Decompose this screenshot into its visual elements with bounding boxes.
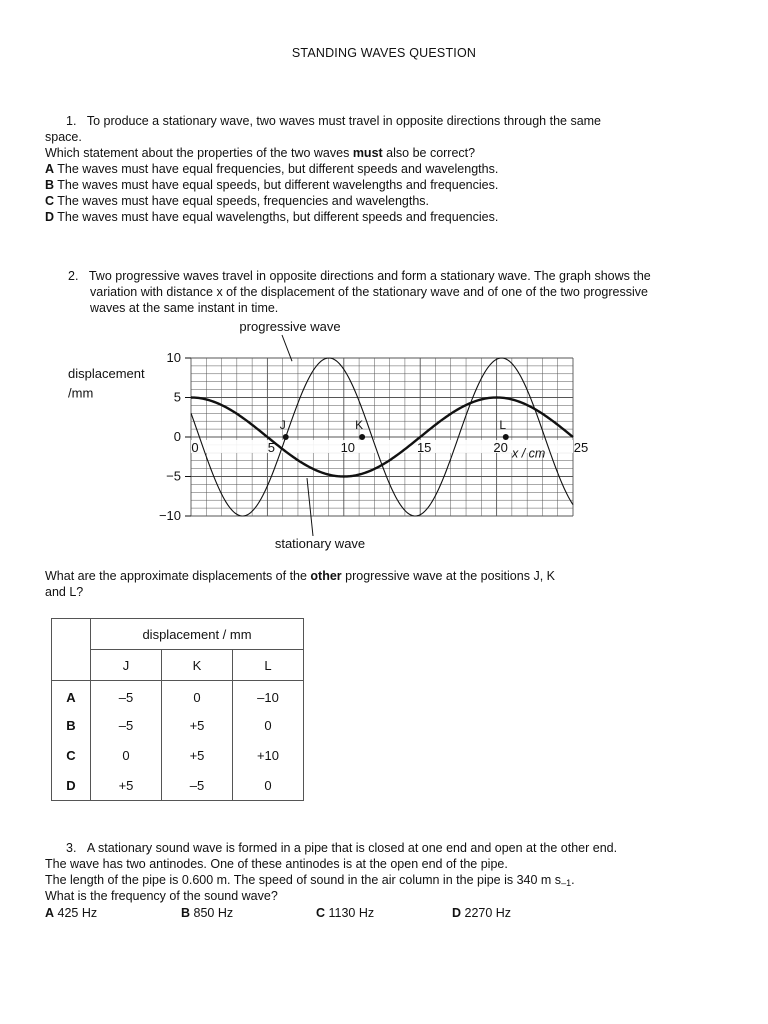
progressive-wave-pointer <box>282 335 292 361</box>
progressive-wave-label: progressive wave <box>239 319 341 334</box>
x-tick-label: 10 <box>340 440 356 455</box>
q2-stem-line2: variation with distance x of the displacement of the stationary wave and of one of the two progressive <box>90 285 648 299</box>
table-row: D +5 –5 0 <box>52 771 304 801</box>
q3-option-d: D 2270 Hz <box>452 906 512 920</box>
table-row: B –5 +5 0 <box>52 711 304 741</box>
point-k <box>359 434 365 440</box>
y-axis-label: displacement <box>68 365 145 381</box>
point-label-l: L <box>499 418 507 432</box>
table-corner <box>52 619 91 681</box>
q3-line1: 3. A stationary sound wave is formed in a pipe that is closed at one end and open at the other end. <box>66 841 618 855</box>
point-j <box>283 434 289 440</box>
x-tick-label: 20 <box>493 440 508 455</box>
y-tick-label: 5 <box>173 389 181 405</box>
q3-line4: What is the frequency of the sound wave? <box>45 889 278 903</box>
q2-stem-line1: 2. Two progressive waves travel in opposite directions and form a stationary wave. The graph shows the <box>68 269 651 283</box>
q1-option-d: D The waves must have equal wavelengths, but different speeds and frequencies. <box>45 210 499 224</box>
graph-grid <box>191 358 573 516</box>
x-tick-label: 0 <box>191 440 199 455</box>
stationary-wave-pointer <box>307 478 313 536</box>
y-tick-label: −5 <box>166 468 181 484</box>
table-group-header: displacement / mm <box>91 619 304 650</box>
answer-table <box>51 618 304 801</box>
y-axis-unit: /mm <box>68 385 94 401</box>
x-tick-label: 25 <box>573 440 589 455</box>
q1-option-a: A The waves must have equal frequencies, but different speeds and wavelengths. <box>45 162 499 176</box>
page-title: STANDING WAVES QUESTION <box>291 46 477 60</box>
q3-number: 3. <box>66 841 77 855</box>
col-header-k: K <box>162 650 233 681</box>
col-header-l: L <box>233 650 304 681</box>
q1-number: 1. <box>66 114 77 128</box>
col-header-j: J <box>91 650 162 681</box>
q3-option-a: A 425 Hz <box>45 906 98 920</box>
q2-ask: What are the approximate displacements of the other progressive wave at the positions J, K <box>45 569 555 583</box>
table-row: A –5 0 –10 <box>52 681 304 711</box>
q1-stem-line2: space. <box>45 130 82 144</box>
q3-option-c: C 1130 Hz <box>316 906 375 920</box>
x-tick-label: 5 <box>267 440 276 455</box>
q1-ask: Which statement about the properties of the two waves must also be correct? <box>45 146 476 160</box>
stationary-wave-label: stationary wave <box>274 536 366 551</box>
wave-graph <box>60 316 620 556</box>
y-tick-label: 0 <box>173 429 181 444</box>
point-label-k: K <box>355 418 364 432</box>
x-tick-label: 15 <box>416 440 432 455</box>
q3-line2: The wave has two antinodes. One of these antinodes is at the open end of the pipe. <box>45 857 508 871</box>
y-tick-label: 10 <box>166 350 181 365</box>
q3-option-b: B 850 Hz <box>181 906 234 920</box>
y-tick-label: −10 <box>158 508 181 523</box>
table-row: C 0 +5 +10 <box>52 741 304 771</box>
q2-ask-line2: and L? <box>45 585 84 599</box>
q1-stem-line1: 1. To produce a stationary wave, two waves must travel in opposite directions through the same <box>66 114 602 128</box>
q2-stem-line3: waves at the same instant in time. <box>90 301 279 315</box>
q1-option-c: C The waves must have equal speeds, frequencies and wavelengths. <box>45 194 430 208</box>
q3-line3: The length of the pipe is 0.600 m. The speed of sound in the air column in the pipe is 340 m s–1. <box>45 873 575 888</box>
q1-option-b: B The waves must have equal speeds, but different wavelengths and frequencies. <box>45 178 499 192</box>
q2-number: 2. <box>68 269 79 283</box>
point-label-j: J <box>279 418 286 432</box>
x-axis-label: x / cm <box>512 446 546 461</box>
